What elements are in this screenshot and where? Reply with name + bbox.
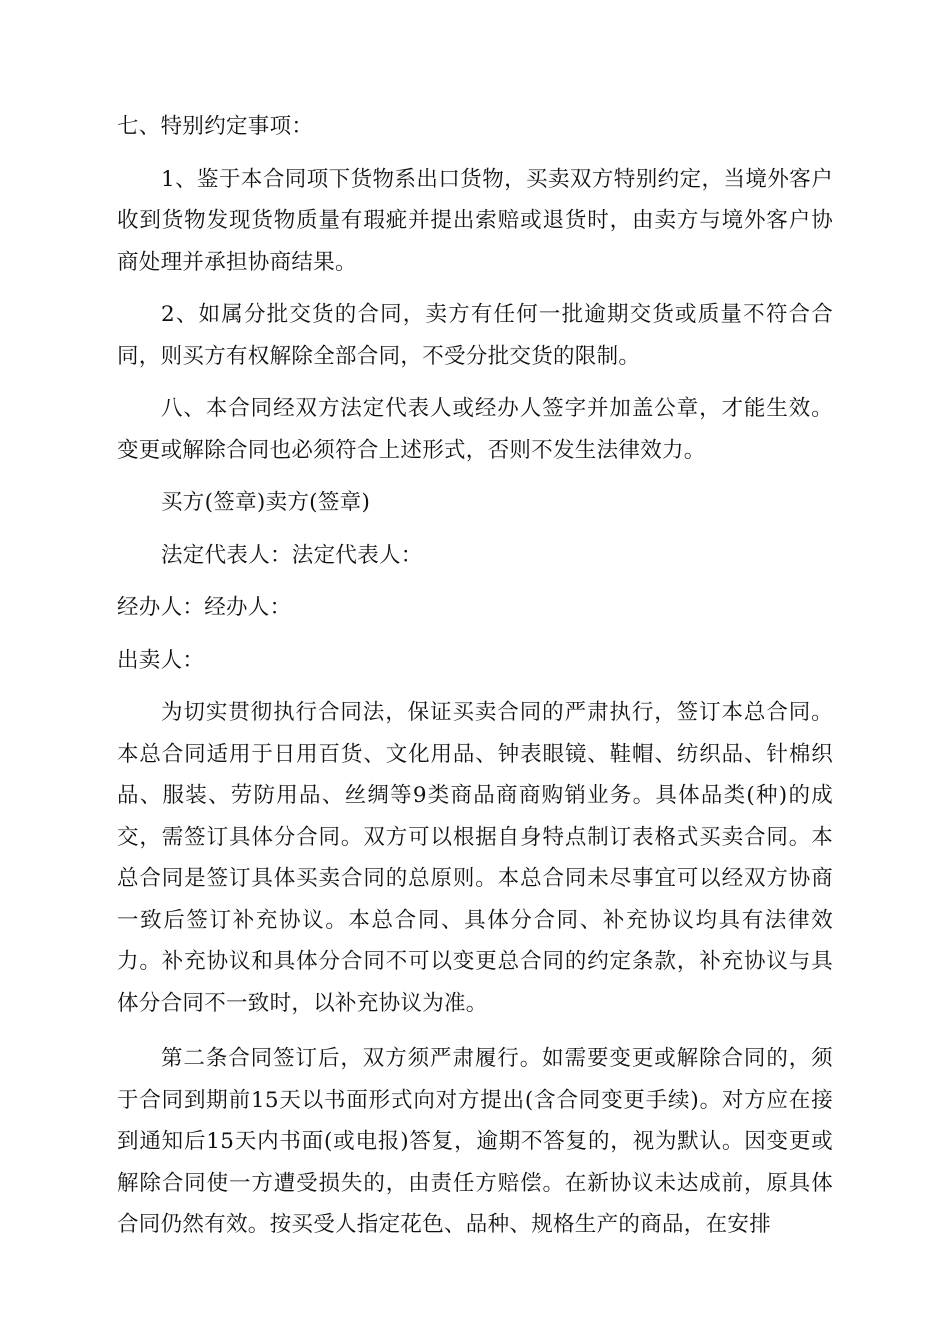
section-8-effectiveness: 八、本合同经双方法定代表人或经办人签字并加盖公章，才能生效。变更或解除合同也必须符合上述形式，否则不发生法律效力。 bbox=[117, 396, 833, 463]
legal-representative-line: 法定代表人：法定代表人： bbox=[161, 542, 423, 568]
seller-line: 出卖人： bbox=[117, 647, 205, 673]
handler-line: 经办人：经办人： bbox=[117, 595, 292, 620]
article-2-paragraph: 第二条合同签订后，双方须严肃履行。如需要变更或解除合同的，须于合同到期前15天以书面形式向对方提出(含合同变更手续)。对方应在接到通知后15天内书面(或电报)答复，逾期不答复的，视为默认。因变更或解除合同使一方遭受损失的，由责任方赔偿。在新协议未达成前，原具体合同仍然有效。按买受人指定花色、品种、规格生产的商品，在安排 bbox=[117, 1046, 833, 1237]
clause-1-export-goods: 1、鉴于本合同项下货物系出口货物，买卖双方特别约定，当境外客户收到货物发现货物质量有瑕疵并提出索赔或退货时，由卖方与境外客户协商处理并承担协商结果。 bbox=[117, 166, 833, 275]
document-page bbox=[117, 106, 833, 1246]
signature-parties-line: 买方(签章)卖方(签章) bbox=[161, 490, 371, 515]
section-heading-special-terms: 七、特别约定事项： bbox=[117, 114, 314, 139]
general-contract-paragraph: 为切实贯彻执行合同法，保证买卖合同的严肃执行，签订本总合同。本总合同适用于日用百货、文化用品、钟表眼镜、鞋帽、纺织品、针棉织品、服装、劳防用品、丝绸等9类商品商商购销业务。具体品类(种)的成交，需签订具体分合同。双方可以根据自身特点制订表格式买卖合同。本总合同是签订具体买卖合同的总原则。本总合同未尽事宜可以经双方协商一致后签订补充协议。本总合同、具体分合同、补充协议均具有法律效力。补充协议和具体分合同不可以变更总合同的约定条款，补充协议与具体分合同不一致时，以补充协议为准。 bbox=[117, 700, 833, 1016]
clause-2-batch-delivery: 2、如属分批交货的合同，卖方有任何一批逾期交货或质量不符合合同，则买方有权解除全部合同，不受分批交货的限制。 bbox=[117, 302, 833, 369]
